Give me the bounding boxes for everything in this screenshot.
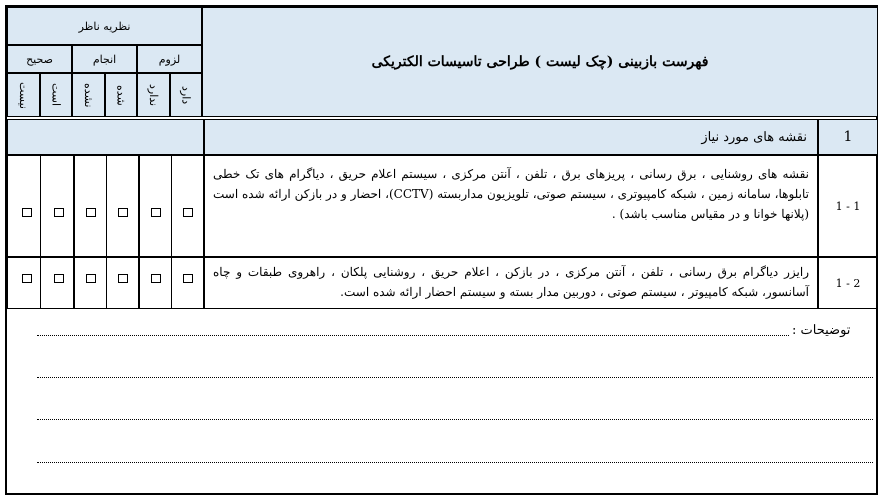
row-1-text: نقشه های روشنایی ، برق رسانی ، پریزهای برق ، تلفن ، آنتن مرکزی ، سیستم اعلام حریق ، دیاگرام های تک خطی تابلوها، سامانه زمین ، شبکه کامپیوتری ، سیستم صوتی، تلویزیون مداربسته (CCTV)، احضار و در بازکن ارائه شده است (پلانها خوانا و در مقیاس مناسب باشد) . <box>204 155 818 257</box>
subcol-not-done: نشده <box>72 73 105 117</box>
notes-label: توضیحات : <box>792 322 851 338</box>
row-1-number: 1 - 1 <box>818 155 878 257</box>
group-header-necessity: لزوم <box>137 45 202 73</box>
notes-line-2[interactable] <box>37 377 873 378</box>
notes-line-1[interactable] <box>37 335 789 336</box>
checkbox-has[interactable] <box>183 208 193 217</box>
subcol-has-not: ندارد <box>137 73 170 117</box>
checkbox-has[interactable] <box>183 274 193 283</box>
checkbox-done[interactable] <box>118 274 128 283</box>
section-title: نقشه های مورد نیاز <box>204 119 818 155</box>
checkbox-done[interactable] <box>118 208 128 217</box>
subcol-is: است <box>40 73 72 117</box>
observer-opinion-header: نظریه ناظر <box>7 7 202 45</box>
checkbox-has-not[interactable] <box>151 208 161 217</box>
checklist-sheet <box>5 5 878 495</box>
checkbox-is-not[interactable] <box>22 274 32 283</box>
row-2-number: 2 - 1 <box>818 257 878 309</box>
section-number: 1 <box>818 119 878 155</box>
checkbox-has-not[interactable] <box>151 274 161 283</box>
row-2-check-cells <box>7 257 204 309</box>
row-2-text: رایزر دیاگرام برق رسانی ، تلفن ، آنتن مرکزی ، در بازکن ، اعلام حریق ، روشنایی پلکان ، راهروی طبقات و چاه آسانسور، شبکه کامپیوتر ، سیستم صوتی ، دوربین مدار بسته و سیستم احضار ارائه شده است. <box>204 257 818 309</box>
row-1-check-cells <box>7 155 204 257</box>
checkbox-is[interactable] <box>54 274 64 283</box>
section-blank-cell <box>7 119 204 155</box>
checkbox-is-not[interactable] <box>22 208 32 217</box>
subcol-done: شده <box>105 73 137 117</box>
notes-line-3[interactable] <box>37 419 873 420</box>
group-header-correct: صحیح <box>7 45 72 73</box>
checklist-title: فهرست بازبینی (چک لیست ) طراحی تاسیسات الکتریکی <box>202 7 878 117</box>
subcol-is-not: نیست <box>7 73 40 117</box>
checkbox-not-done[interactable] <box>86 274 96 283</box>
checkbox-is[interactable] <box>54 208 64 217</box>
subcol-has: دارد <box>170 73 202 117</box>
notes-line-4[interactable] <box>37 462 873 463</box>
checkbox-not-done[interactable] <box>86 208 96 217</box>
group-header-done: انجام <box>72 45 137 73</box>
